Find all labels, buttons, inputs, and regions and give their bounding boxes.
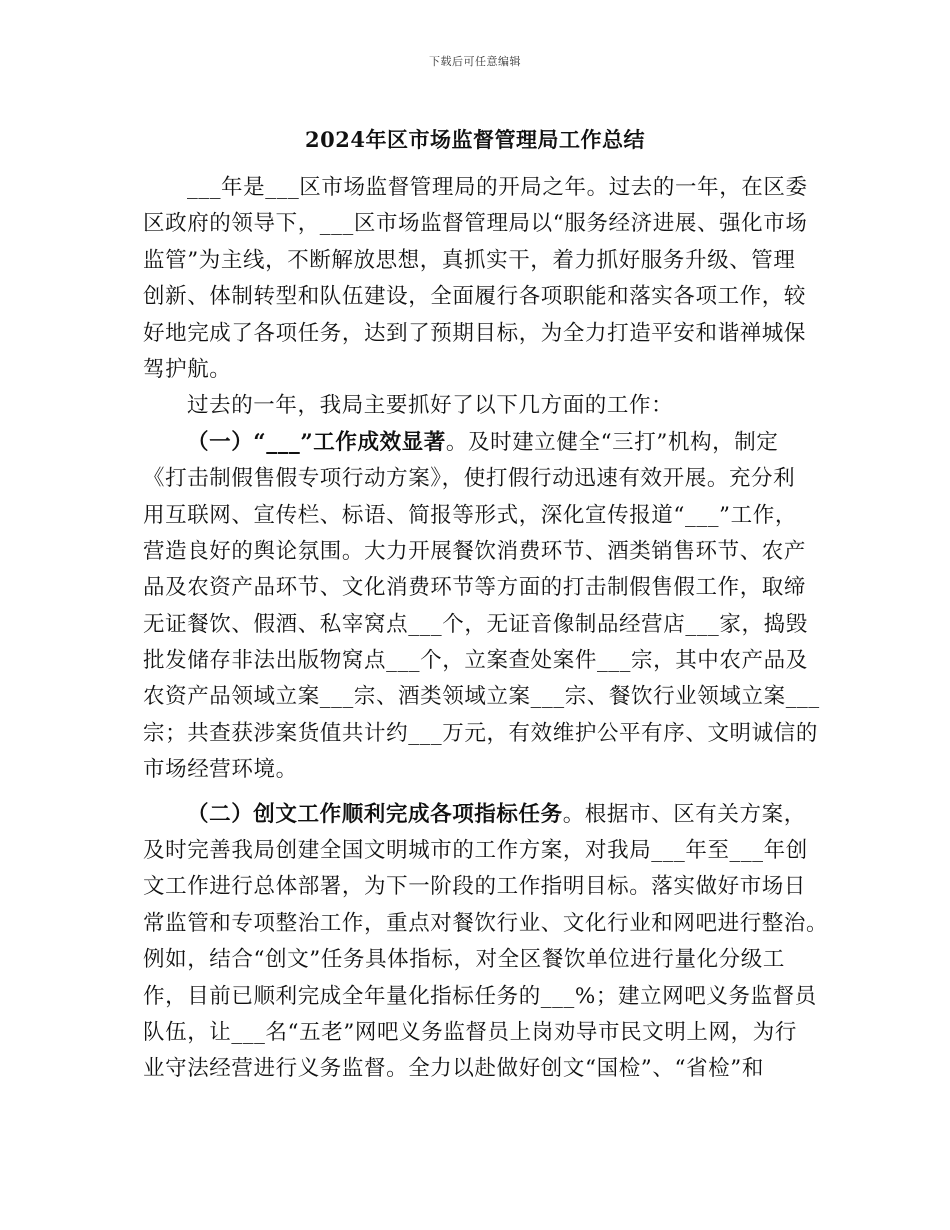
section-2-text: 。根据市、区有关方案， bbox=[562, 801, 806, 827]
document-title: 2024年区市场监督管理局工作总结 bbox=[305, 127, 645, 152]
paragraph-line: ___年是___区市场监督管理局的开局之年。过去的一年，在区委 bbox=[187, 175, 808, 200]
paragraph-line: 驾护航。 bbox=[143, 356, 232, 382]
paragraph-line: 区政府的领导下，___区市场监督管理局以“服务经济进展、强化市场 bbox=[143, 211, 808, 237]
overview-line: 过去的一年，我局主要抓好了以下几方面的工作： bbox=[187, 393, 674, 419]
paragraph-line: 宗；共查获涉案货值共计约___万元，有效维护公平有序、文明诚信的 bbox=[143, 720, 818, 746]
paragraph-line: 《打击制假售假专项行动方案》，使打假行动迅速有效开展。充分利 bbox=[143, 466, 796, 492]
section-1-first-line bbox=[143, 425, 813, 461]
paragraph-line: 农资产品领域立案___宗、酒类领域立案___宗、餐饮行业领域立案___ bbox=[143, 684, 820, 710]
paragraph-line: 创新、体制转型和队伍建设，全面履行各项职能和落实各项工作，较 bbox=[143, 284, 807, 310]
paragraph-line: 及时完善我局创建全国文明城市的工作方案，对我局___年至___年创 bbox=[143, 838, 808, 864]
section-1-text: 。及时建立健全“三打”机构，制定 bbox=[445, 429, 779, 455]
paragraph-line: 队伍，让___名“五老”网吧义务监督员上岗劝导市民文明上网，为行 bbox=[143, 1019, 797, 1045]
paragraph-line: 好地完成了各项任务，达到了预期目标，为全力打造平安和谐禅城保 bbox=[143, 320, 807, 346]
paragraph-line: 例如，结合“创文”任务具体指标，对全区餐饮单位进行量化分级工 bbox=[143, 947, 785, 973]
paragraph-line: 作，目前已顺利完成全年量化指标任务的___%；建立网吧义务监督员 bbox=[143, 983, 817, 1009]
paragraph-line: 无证餐饮、假酒、私宰窝点___个，无证音像制品经营店___家，捣毁 bbox=[143, 611, 808, 637]
header-note: 下载后可任意编辑 bbox=[429, 55, 521, 68]
paragraph-line: 批发储存非法出版物窝点___个，立案查处案件___宗，其中农产品及 bbox=[143, 648, 808, 674]
paragraph-line: 业守法经营进行义务监督。全力以赴做好创文“国检”、“省检”和 bbox=[143, 1056, 764, 1082]
section-2-heading: （二）创文工作顺利完成各项指标任务 bbox=[187, 801, 563, 827]
paragraph-line: 品及农资产品环节、文化消费环节等方面的打击制假售假工作，取缔 bbox=[143, 575, 807, 601]
section-1-heading: （一）“___”工作成效显著 bbox=[187, 429, 446, 455]
paragraph-line: 营造良好的舆论氛围。大力开展餐饮消费环节、酒类销售环节、农产 bbox=[143, 538, 807, 564]
paragraph-line: 文工作进行总体部署，为下一阶段的工作指明目标。落实做好市场日 bbox=[143, 874, 807, 900]
paragraph-line: 市场经营环境。 bbox=[143, 757, 298, 783]
paragraph-line: 用互联网、宣传栏、标语、简报等形式，深化宣传报道“___”工作， bbox=[143, 502, 797, 528]
paragraph-line: 常监管和专项整治工作，重点对餐饮行业、文化行业和网吧进行整治。 bbox=[143, 910, 829, 936]
section-2-first-line bbox=[143, 797, 813, 833]
document-body bbox=[143, 170, 829, 1088]
paragraph-gap bbox=[143, 789, 813, 797]
paragraph-line: 监管”为主线，不断解放思想，真抓实干，着力抓好服务升级、管理 bbox=[143, 247, 796, 273]
